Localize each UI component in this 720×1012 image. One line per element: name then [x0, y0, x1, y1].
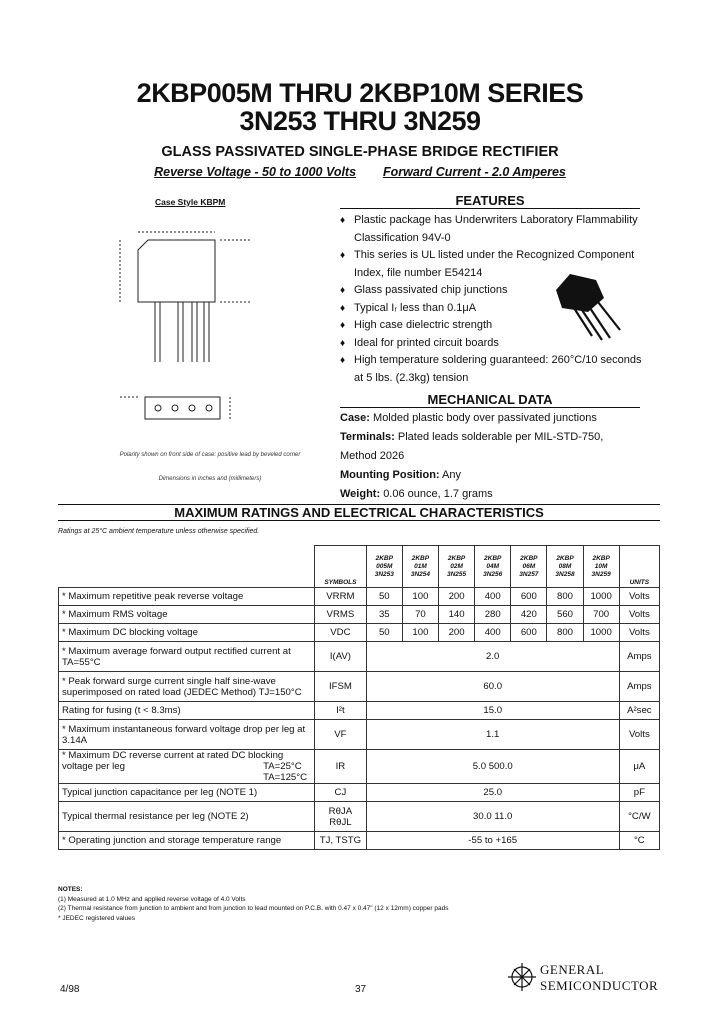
feature-item: ♦ Ideal for printed circuit boards [340, 335, 529, 353]
feature-item: ♦ Plastic package has Underwriters Laboratory Flammability Classification 94V-0 [340, 212, 650, 247]
diagram-note-dimensions: Dimensions in inches and (millimeters) [158, 476, 262, 482]
weight-text: 0.06 ounce, 1.7 grams [383, 488, 493, 500]
features-heading: FEATURES [340, 193, 640, 209]
part-header: 2KBP 005M 3N253 [366, 546, 402, 588]
table-row: * Maximum DC blocking voltage VDC 50 100 200 400 600 800 1000 Volts [59, 624, 660, 642]
table-row: * Peak forward surge current single half sine-wave superimposed on rated load (JEDEC Method) TJ=150°C IFSM 60.0 Amps [59, 672, 660, 702]
table-row: Typical junction capacitance per leg (NOTE 1) CJ 25.0 pF [59, 784, 660, 802]
ratings-table [58, 545, 660, 850]
mechanical-data [340, 409, 640, 504]
title-line-2: 3N253 THRU 3N259 [239, 106, 481, 136]
table-row: * Maximum average forward output rectified current at TA=55°C I(AV) 2.0 Amps [59, 642, 660, 672]
forward-current: Forward Current - 2.0 Amperes [382, 165, 566, 179]
company-logo-icon [505, 960, 539, 994]
note-1: (1) Measured at 1.0 MHz and applied reverse voltage of 4.0 Volts [58, 895, 246, 903]
case-outline-diagram [100, 212, 300, 442]
mechanical-heading: MECHANICAL DATA [340, 392, 640, 408]
feature-item: ♦ High case dielectric strength [340, 317, 529, 335]
table-row: * Operating junction and storage temperature range TJ, TSTG -55 to +165 °C [59, 832, 660, 850]
table-row: * Maximum repetitive peak reverse voltage VRRM 50 100 200 400 600 800 1000 Volts [59, 588, 660, 606]
notes [58, 885, 618, 923]
subtitle: GLASS PASSIVATED SINGLE-PHASE BRIDGE RECTIFIER [161, 144, 559, 160]
mounting-label: Mounting Position: [340, 469, 440, 481]
ratings-note: Ratings at 25°C ambient temperature unless otherwise specified. [58, 528, 260, 535]
units-header: UNITS [619, 546, 659, 588]
diagram-note-polarity: Polarity shown on front side of case: positive lead by beveled corner [119, 452, 301, 458]
weight-label: Weight: [340, 488, 381, 500]
part-header: 2KBP 10M 3N259 [583, 546, 619, 588]
package-image [548, 268, 628, 353]
notes-heading: NOTES: [58, 886, 83, 893]
table-row: * Maximum DC reverse current at rated DC blocking voltage per leg TA=25°C TA=125°C IR 5.0 500.0 μA [59, 750, 660, 784]
terminals-label: Terminals: [340, 431, 395, 443]
footer-date: 4/98 [60, 984, 80, 995]
part-header: 2KBP 06M 3N257 [511, 546, 547, 588]
note-3: * JEDEC registered values [58, 914, 135, 922]
mounting-text: Any [442, 469, 462, 481]
title-line-1: 2KBP005M THRU 2KBP10M SERIES [136, 78, 584, 108]
part-header: 2KBP 02M 3N255 [439, 546, 475, 588]
table-row: Typical thermal resistance per leg (NOTE 2) RθJA RθJL 30.0 11.0 °C/W [59, 802, 660, 832]
feature-item: ♦ High temperature soldering guaranteed: 260°C/10 seconds at 5 lbs. (2.3kg) tension [340, 352, 650, 387]
part-header: 2KBP 08M 3N258 [547, 546, 583, 588]
reverse-voltage: Reverse Voltage - 50 to 1000 Volts [154, 165, 357, 179]
case-text: Molded plastic body over passivated junctions [373, 412, 597, 424]
note-2: (2) Thermal resistance from junction to ambient and from junction to lead mounted on P.C.B. with 0.47 x 0.47" (12 x 12mm) copper pads [58, 905, 449, 912]
case-style-label: Case Style KBPM [155, 197, 226, 207]
feature-item: ♦ Typical Iᵣ less than 0.1μA [340, 300, 529, 318]
feature-item: ♦ Glass passivated chip junctions [340, 282, 529, 300]
table-row: * Maximum instantaneous forward voltage drop per leg at 3.14A VF 1.1 Volts [59, 720, 660, 750]
ratings-heading: MAXIMUM RATINGS AND ELECTRICAL CHARACTERISTICS [58, 504, 660, 521]
part-header: 2KBP 01M 3N254 [402, 546, 438, 588]
part-header: 2KBP 04M 3N256 [475, 546, 511, 588]
table-header-row [59, 546, 660, 588]
case-label: Case: [340, 412, 370, 424]
symbols-header: SYMBOLS [315, 546, 367, 588]
table-row: * Maximum RMS voltage VRMS 35 70 140 280 420 560 700 Volts [59, 606, 660, 624]
ratings-line [0, 163, 720, 181]
terminals-text: Plated leads solderable per MIL-STD-750, Method 2026 [340, 431, 604, 462]
footer-page: 37 [355, 984, 367, 995]
feature-item: ♦ This series is UL listed under the Recognized Component Index, file number E54214 [340, 247, 650, 282]
brand-line-2: SEMICONDUCTOR [540, 978, 659, 993]
table-row: Rating for fusing (t < 8.3ms) I²t 15.0 A²sec [59, 702, 660, 720]
brand-line-1: GENERAL [540, 962, 605, 977]
